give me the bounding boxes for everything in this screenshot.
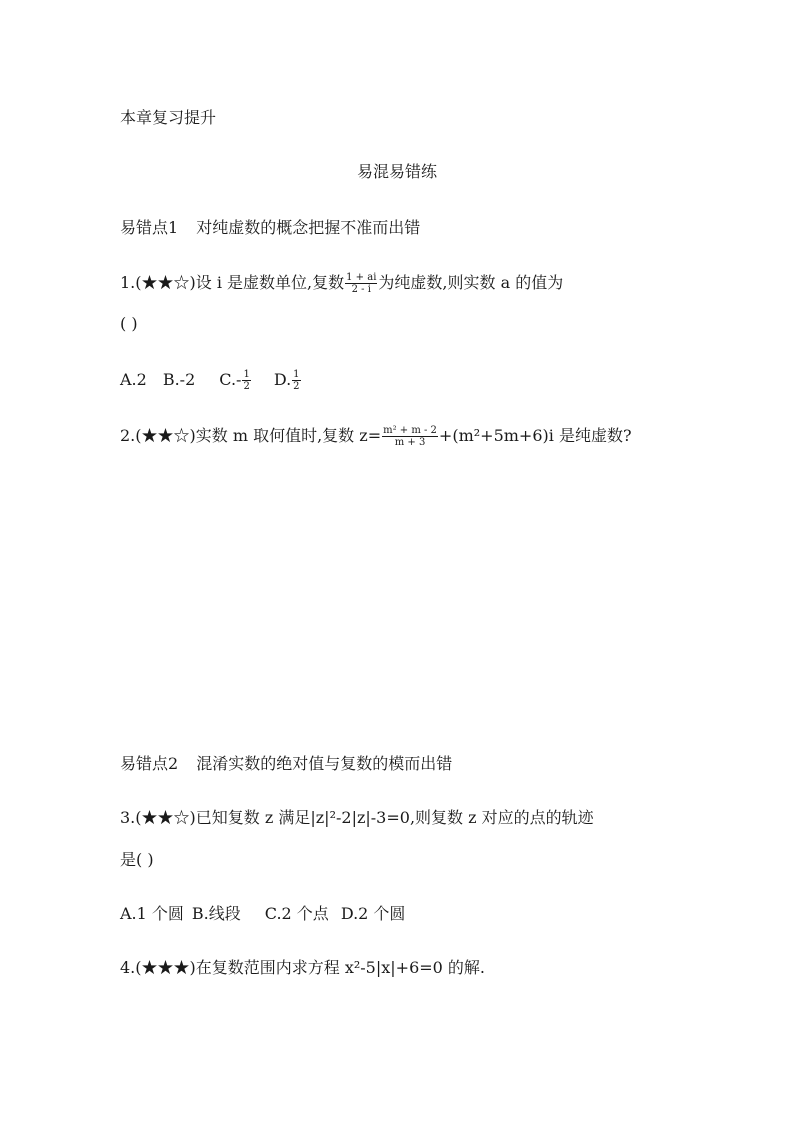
q2-frac-num: m² + m - 2 xyxy=(383,425,437,436)
q1-answer-paren: ( ) xyxy=(120,314,138,333)
q2-suffix: +(m²+5m+6)i 是纯虚数? xyxy=(438,426,632,445)
q1-prefix: 1.(★★☆)设 i 是虚数单位,复数 xyxy=(120,273,345,292)
q2-frac-den: m + 3 xyxy=(394,437,426,448)
question-1 xyxy=(120,272,563,295)
section-title: 易混易错练 xyxy=(356,162,437,181)
q1-option-a: A.2 xyxy=(120,370,147,389)
q1-options xyxy=(120,369,302,392)
chapter-title: 本章复习提升 xyxy=(120,108,217,127)
q1-frac-den: 2 - i xyxy=(351,284,371,295)
q2-fraction xyxy=(382,425,438,448)
q1-option-d: D. $\frac{1}{2}$ xyxy=(273,369,300,392)
q1-fraction xyxy=(345,272,377,295)
q3-option-b: B.线段 xyxy=(191,904,241,923)
error-point-2 xyxy=(120,754,452,774)
q3-option-d: D.2 个圆 xyxy=(340,904,406,923)
q3-option-c: C.2 个点 xyxy=(264,904,329,923)
error-point-1 xyxy=(120,218,420,238)
error-point-2-label: 易错点2 xyxy=(120,754,179,773)
q1-suffix: 为纯虚数,则实数 a 的值为 xyxy=(378,273,564,292)
q2-prefix: 2.(★★☆)实数 m 取何值时,复数 z= xyxy=(120,426,382,445)
question-4: 4.(★★★)在复数范围内求方程 x²-5|x|+6=0 的解. xyxy=(120,958,486,977)
question-2 xyxy=(120,425,632,448)
q3-option-a: A.1 个圆 xyxy=(120,904,184,923)
q1-option-b: B.-2 xyxy=(162,370,196,389)
q1-option-c: C.- $\frac{1}{2}$ xyxy=(219,369,250,392)
question-3: 3.(★★☆)已知复数 z 满足|z|²-2|z|-3=0,则复数 z 对应的点的轨迹 xyxy=(120,808,594,827)
error-point-1-title: 对纯虚数的概念把握不准而出错 xyxy=(196,218,421,237)
error-point-2-title: 混淆实数的绝对值与复数的模而出错 xyxy=(196,754,453,773)
q1-frac-num: 1 + ai xyxy=(346,272,377,283)
error-point-1-label: 易错点1 xyxy=(120,218,179,237)
q3-options xyxy=(120,904,405,924)
q3-line-2: 是( ) xyxy=(120,850,154,869)
